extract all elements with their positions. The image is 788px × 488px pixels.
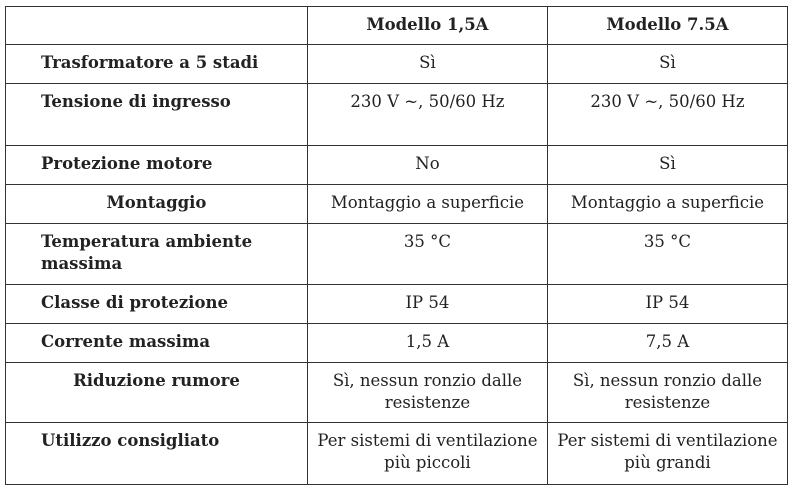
row-feature: Trasformatore a 5 stadi bbox=[6, 45, 308, 84]
table-row bbox=[6, 285, 788, 324]
comparison-table-container bbox=[5, 6, 788, 485]
row-model-2-value: Sì bbox=[547, 146, 787, 185]
table-row bbox=[6, 185, 788, 224]
row-feature: Tensione di ingresso bbox=[6, 84, 308, 146]
row-model-1-value: Montaggio a superficie bbox=[307, 185, 547, 224]
row-model-2-value: 230 V ~, 50/60 Hz bbox=[547, 84, 787, 146]
row-feature: Temperatura ambiente massima bbox=[6, 224, 308, 285]
row-model-1-value: 35 °C bbox=[307, 224, 547, 285]
row-feature: Corrente massima bbox=[6, 324, 308, 363]
row-feature: Utilizzo consigliato bbox=[6, 423, 308, 485]
row-feature: Riduzione rumore bbox=[6, 363, 308, 423]
comparison-table bbox=[5, 6, 788, 485]
row-feature: Classe di protezione bbox=[6, 285, 308, 324]
row-model-2-value: Montaggio a superficie bbox=[547, 185, 787, 224]
header-row bbox=[6, 7, 788, 45]
row-model-2-value: Sì bbox=[547, 45, 787, 84]
header-feature bbox=[6, 7, 308, 45]
header-model-2: Modello 7.5A bbox=[547, 7, 787, 45]
table-row bbox=[6, 324, 788, 363]
table-row bbox=[6, 45, 788, 84]
row-model-1-value: Sì bbox=[307, 45, 547, 84]
row-model-2-value: 7,5 A bbox=[547, 324, 787, 363]
row-model-1-value: 230 V ~, 50/60 Hz bbox=[307, 84, 547, 146]
row-model-2-value: IP 54 bbox=[547, 285, 787, 324]
row-model-2-value: Per sistemi di ventilazione più grandi bbox=[547, 423, 787, 485]
row-feature: Protezione motore bbox=[6, 146, 308, 185]
row-model-1-value: Sì, nessun ronzio dalle resistenze bbox=[307, 363, 547, 423]
table-row bbox=[6, 224, 788, 285]
row-model-1-value: IP 54 bbox=[307, 285, 547, 324]
table-row bbox=[6, 146, 788, 185]
table-row bbox=[6, 423, 788, 485]
row-model-1-value: Per sistemi di ventilazione più piccoli bbox=[307, 423, 547, 485]
row-model-2-value: Sì, nessun ronzio dalle resistenze bbox=[547, 363, 787, 423]
table-row bbox=[6, 84, 788, 146]
header-model-1: Modello 1,5A bbox=[307, 7, 547, 45]
row-feature: Montaggio bbox=[6, 185, 308, 224]
table-row bbox=[6, 363, 788, 423]
row-model-2-value: 35 °C bbox=[547, 224, 787, 285]
row-model-1-value: No bbox=[307, 146, 547, 185]
row-model-1-value: 1,5 A bbox=[307, 324, 547, 363]
